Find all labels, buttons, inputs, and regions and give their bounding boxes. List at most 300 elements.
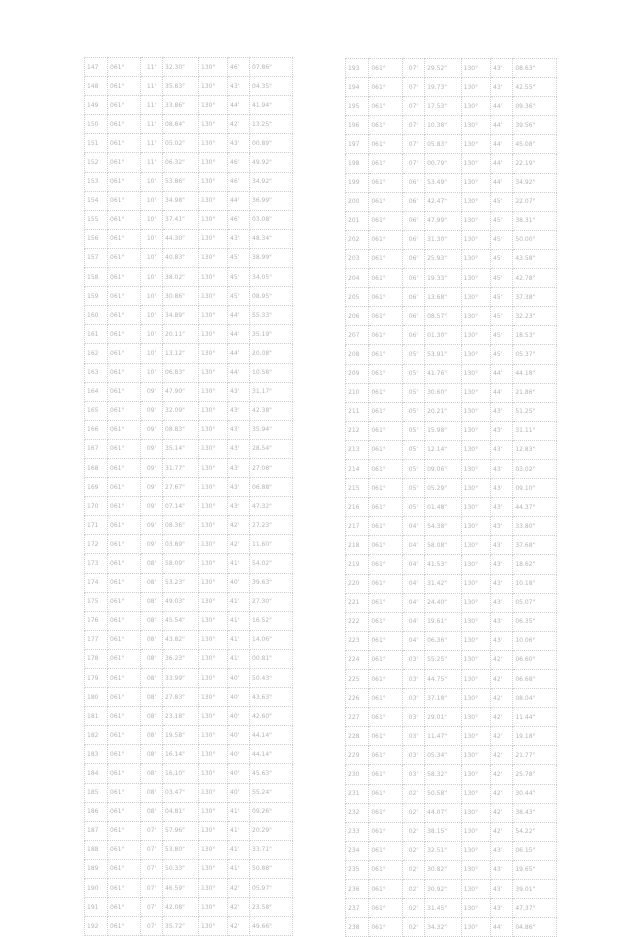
lat-minutes-cell: 42' xyxy=(491,689,513,708)
table-row xyxy=(346,326,557,345)
lat-minutes-cell: 44' xyxy=(228,363,250,382)
lon-seconds-cell: 37.41" xyxy=(163,210,199,229)
lat-seconds-cell: 07.86" xyxy=(250,58,293,77)
point-number-cell: 205 xyxy=(346,288,369,307)
table-row xyxy=(85,840,293,859)
table-row xyxy=(346,918,557,937)
lat-seconds-cell: 37.38" xyxy=(513,288,557,307)
lat-seconds-cell: 06.68" xyxy=(513,670,557,689)
lon-degrees-cell: 061° xyxy=(369,288,402,307)
lon-seconds-cell: 53.23" xyxy=(163,573,199,592)
lat-minutes-cell: 43' xyxy=(491,59,513,78)
lat-minutes-cell: 43' xyxy=(228,478,250,497)
lon-degrees-cell: 061° xyxy=(369,154,402,173)
lon-degrees-cell: 061° xyxy=(369,631,402,650)
point-number-cell: 172 xyxy=(85,535,108,554)
lon-degrees-cell: 061° xyxy=(369,230,402,249)
lon-degrees-cell: 061° xyxy=(108,77,141,96)
lat-seconds-cell: 37.68" xyxy=(513,536,557,555)
table-row xyxy=(346,670,557,689)
lat-degrees-cell: 130° xyxy=(461,211,490,230)
lon-minutes-cell: 04' xyxy=(402,517,424,536)
lon-degrees-cell: 061° xyxy=(369,555,402,574)
lat-minutes-cell: 43' xyxy=(228,458,250,477)
lat-degrees-cell: 130° xyxy=(199,172,228,191)
lon-minutes-cell: 11' xyxy=(141,115,163,134)
lat-seconds-cell: 42.78" xyxy=(513,269,557,288)
lon-minutes-cell: 08' xyxy=(141,783,163,802)
lon-seconds-cell: 42.08" xyxy=(163,898,199,917)
lat-seconds-cell: 19.18" xyxy=(513,727,557,746)
lon-degrees-cell: 061° xyxy=(369,402,402,421)
lat-seconds-cell: 31.11" xyxy=(513,421,557,440)
lon-seconds-cell: 05.34" xyxy=(425,746,462,765)
lon-seconds-cell: 16.10" xyxy=(163,764,199,783)
table-row xyxy=(346,288,557,307)
lon-seconds-cell: 44.75" xyxy=(425,670,462,689)
lat-degrees-cell: 130° xyxy=(199,96,228,115)
lon-minutes-cell: 02' xyxy=(402,860,424,879)
lon-seconds-cell: 53.49" xyxy=(425,173,462,192)
lat-seconds-cell: 22.07" xyxy=(513,192,557,211)
lon-minutes-cell: 04' xyxy=(402,612,424,631)
lon-seconds-cell: 16.14" xyxy=(163,745,199,764)
lon-seconds-cell: 49.03" xyxy=(163,592,199,611)
lon-seconds-cell: 25.93" xyxy=(425,249,462,268)
lat-seconds-cell: 44.37" xyxy=(513,498,557,517)
point-number-cell: 161 xyxy=(85,325,108,344)
lon-degrees-cell: 061° xyxy=(369,784,402,803)
lat-minutes-cell: 43' xyxy=(491,880,513,899)
point-number-cell: 187 xyxy=(85,821,108,840)
lon-degrees-cell: 061° xyxy=(108,688,141,707)
point-number-cell: 155 xyxy=(85,210,108,229)
lon-seconds-cell: 08.83" xyxy=(163,420,199,439)
table-row xyxy=(85,344,293,363)
lat-degrees-cell: 130° xyxy=(461,383,490,402)
lat-degrees-cell: 130° xyxy=(461,459,490,478)
lon-degrees-cell: 061° xyxy=(369,307,402,326)
lon-seconds-cell: 57.96" xyxy=(163,821,199,840)
lat-minutes-cell: 45' xyxy=(491,269,513,288)
table-row xyxy=(85,688,293,707)
lat-minutes-cell: 43' xyxy=(491,440,513,459)
table-row xyxy=(85,516,293,535)
point-number-cell: 186 xyxy=(85,802,108,821)
lat-degrees-cell: 130° xyxy=(461,192,490,211)
lat-seconds-cell: 42.60" xyxy=(250,707,293,726)
point-number-cell: 213 xyxy=(346,440,369,459)
lon-minutes-cell: 04' xyxy=(402,555,424,574)
lon-minutes-cell: 08' xyxy=(141,707,163,726)
lat-seconds-cell: 33.80" xyxy=(513,517,557,536)
lon-degrees-cell: 061° xyxy=(369,860,402,879)
table-row xyxy=(346,383,557,402)
lon-seconds-cell: 30.60" xyxy=(425,383,462,402)
lat-minutes-cell: 44' xyxy=(228,344,250,363)
lon-minutes-cell: 09' xyxy=(141,401,163,420)
table-row xyxy=(85,917,293,936)
lat-minutes-cell: 42' xyxy=(491,727,513,746)
lon-seconds-cell: 32.30" xyxy=(163,58,199,77)
lon-degrees-cell: 061° xyxy=(108,802,141,821)
point-number-cell: 192 xyxy=(85,917,108,936)
lon-minutes-cell: 02' xyxy=(402,841,424,860)
table-row xyxy=(346,345,557,364)
lat-seconds-cell: 18.53" xyxy=(513,326,557,345)
lat-minutes-cell: 45' xyxy=(491,288,513,307)
lat-seconds-cell: 35.94" xyxy=(250,420,293,439)
lon-degrees-cell: 061° xyxy=(369,841,402,860)
lon-minutes-cell: 02' xyxy=(402,899,424,918)
table-row xyxy=(346,612,557,631)
lat-minutes-cell: 42' xyxy=(228,115,250,134)
lat-degrees-cell: 130° xyxy=(461,116,490,135)
lat-degrees-cell: 130° xyxy=(199,401,228,420)
lat-degrees-cell: 130° xyxy=(199,439,228,458)
lon-degrees-cell: 061° xyxy=(369,269,402,288)
lat-degrees-cell: 130° xyxy=(461,135,490,154)
lat-minutes-cell: 42' xyxy=(228,535,250,554)
lon-seconds-cell: 34.98" xyxy=(163,191,199,210)
lon-minutes-cell: 08' xyxy=(141,554,163,573)
lat-degrees-cell: 130° xyxy=(461,574,490,593)
lon-seconds-cell: 41.53" xyxy=(425,555,462,574)
lat-seconds-cell: 06.88" xyxy=(250,478,293,497)
point-number-cell: 216 xyxy=(346,498,369,517)
lat-seconds-cell: 12.83" xyxy=(513,440,557,459)
table-row xyxy=(85,306,293,325)
lon-degrees-cell: 061° xyxy=(108,917,141,936)
lat-degrees-cell: 130° xyxy=(199,248,228,267)
lon-degrees-cell: 061° xyxy=(369,97,402,116)
lat-degrees-cell: 130° xyxy=(199,630,228,649)
lat-minutes-cell: 43' xyxy=(228,382,250,401)
lon-minutes-cell: 02' xyxy=(402,822,424,841)
lat-minutes-cell: 41' xyxy=(228,802,250,821)
lon-minutes-cell: 08' xyxy=(141,573,163,592)
table-row xyxy=(346,154,557,173)
lat-minutes-cell: 43' xyxy=(491,536,513,555)
lat-degrees-cell: 130° xyxy=(461,899,490,918)
table-row xyxy=(85,630,293,649)
table-row xyxy=(85,325,293,344)
lat-minutes-cell: 41' xyxy=(228,840,250,859)
lat-degrees-cell: 130° xyxy=(461,689,490,708)
table-row xyxy=(346,746,557,765)
lat-minutes-cell: 46' xyxy=(228,172,250,191)
lat-degrees-cell: 130° xyxy=(199,325,228,344)
lat-minutes-cell: 44' xyxy=(491,97,513,116)
lon-degrees-cell: 061° xyxy=(369,517,402,536)
lon-degrees-cell: 061° xyxy=(108,344,141,363)
point-number-cell: 217 xyxy=(346,517,369,536)
table-row xyxy=(346,574,557,593)
lat-degrees-cell: 130° xyxy=(461,421,490,440)
lat-minutes-cell: 46' xyxy=(228,58,250,77)
lon-seconds-cell: 31.42" xyxy=(425,574,462,593)
lon-degrees-cell: 061° xyxy=(108,229,141,248)
lon-seconds-cell: 35.72" xyxy=(163,917,199,936)
lat-seconds-cell: 45.63" xyxy=(250,764,293,783)
lon-minutes-cell: 07' xyxy=(402,78,424,97)
lat-seconds-cell: 04.86" xyxy=(513,918,557,937)
lon-seconds-cell: 10.38" xyxy=(425,116,462,135)
lon-minutes-cell: 08' xyxy=(141,592,163,611)
lon-seconds-cell: 01.48" xyxy=(425,498,462,517)
lat-degrees-cell: 130° xyxy=(199,420,228,439)
lon-seconds-cell: 35.83" xyxy=(163,77,199,96)
lat-seconds-cell: 38.99" xyxy=(250,248,293,267)
point-number-cell: 228 xyxy=(346,727,369,746)
point-number-cell: 233 xyxy=(346,822,369,841)
table-row xyxy=(346,536,557,555)
lat-degrees-cell: 130° xyxy=(199,783,228,802)
lon-seconds-cell: 32.51" xyxy=(425,841,462,860)
lon-seconds-cell: 08.36" xyxy=(163,516,199,535)
lat-seconds-cell: 45.08" xyxy=(513,135,557,154)
lat-seconds-cell: 06.15" xyxy=(513,841,557,860)
table-row xyxy=(346,269,557,288)
lat-seconds-cell: 34.92" xyxy=(250,172,293,191)
lon-seconds-cell: 53.91" xyxy=(425,345,462,364)
table-row xyxy=(346,860,557,879)
lat-minutes-cell: 45' xyxy=(491,230,513,249)
lat-seconds-cell: 43.58" xyxy=(513,249,557,268)
point-number-cell: 150 xyxy=(85,115,108,134)
lat-degrees-cell: 130° xyxy=(461,402,490,421)
lon-seconds-cell: 29.52" xyxy=(425,59,462,78)
lat-seconds-cell: 41.94" xyxy=(250,96,293,115)
point-number-cell: 166 xyxy=(85,420,108,439)
lat-seconds-cell: 03.08" xyxy=(250,210,293,229)
lat-degrees-cell: 130° xyxy=(199,611,228,630)
point-number-cell: 153 xyxy=(85,172,108,191)
table-row xyxy=(346,116,557,135)
point-number-cell: 220 xyxy=(346,574,369,593)
lat-minutes-cell: 42' xyxy=(228,879,250,898)
point-number-cell: 160 xyxy=(85,306,108,325)
lat-degrees-cell: 130° xyxy=(461,269,490,288)
point-number-cell: 175 xyxy=(85,592,108,611)
point-number-cell: 189 xyxy=(85,859,108,878)
table-row xyxy=(85,439,293,458)
lon-minutes-cell: 03' xyxy=(402,670,424,689)
lat-degrees-cell: 130° xyxy=(461,918,490,937)
lat-degrees-cell: 130° xyxy=(199,859,228,878)
lon-seconds-cell: 06.83" xyxy=(163,363,199,382)
lat-minutes-cell: 43' xyxy=(491,402,513,421)
table-row xyxy=(346,364,557,383)
lon-degrees-cell: 061° xyxy=(369,59,402,78)
lat-minutes-cell: 45' xyxy=(491,211,513,230)
lat-seconds-cell: 48.34" xyxy=(250,229,293,248)
point-number-cell: 151 xyxy=(85,134,108,153)
table-row xyxy=(346,841,557,860)
lat-seconds-cell: 05.97" xyxy=(250,879,293,898)
lon-minutes-cell: 03' xyxy=(402,765,424,784)
lon-seconds-cell: 31.77" xyxy=(163,458,199,477)
lat-seconds-cell: 03.02" xyxy=(513,459,557,478)
point-number-cell: 199 xyxy=(346,173,369,192)
lat-degrees-cell: 130° xyxy=(461,326,490,345)
lon-seconds-cell: 29.01" xyxy=(425,708,462,727)
point-number-cell: 211 xyxy=(346,402,369,421)
table-row xyxy=(346,880,557,899)
lon-minutes-cell: 09' xyxy=(141,420,163,439)
lat-minutes-cell: 43' xyxy=(228,77,250,96)
lon-seconds-cell: 01.30" xyxy=(425,326,462,345)
table-row xyxy=(85,363,293,382)
lat-degrees-cell: 130° xyxy=(461,612,490,631)
lon-minutes-cell: 11' xyxy=(141,153,163,172)
lon-seconds-cell: 05.02" xyxy=(163,134,199,153)
lon-seconds-cell: 35.14" xyxy=(163,439,199,458)
lon-seconds-cell: 23.18" xyxy=(163,707,199,726)
lat-minutes-cell: 43' xyxy=(491,631,513,650)
lat-degrees-cell: 130° xyxy=(199,898,228,917)
lat-minutes-cell: 41' xyxy=(228,611,250,630)
lat-minutes-cell: 43' xyxy=(228,134,250,153)
point-number-cell: 237 xyxy=(346,899,369,918)
lat-seconds-cell: 49.66" xyxy=(250,917,293,936)
lon-seconds-cell: 42.47" xyxy=(425,192,462,211)
lon-degrees-cell: 061° xyxy=(369,650,402,669)
point-number-cell: 158 xyxy=(85,268,108,287)
point-number-cell: 191 xyxy=(85,898,108,917)
lat-seconds-cell: 55.24" xyxy=(250,783,293,802)
lon-degrees-cell: 061° xyxy=(369,479,402,498)
point-number-cell: 181 xyxy=(85,707,108,726)
point-number-cell: 218 xyxy=(346,536,369,555)
lon-minutes-cell: 06' xyxy=(402,249,424,268)
lon-seconds-cell: 58.09" xyxy=(163,554,199,573)
lon-degrees-cell: 061° xyxy=(369,899,402,918)
lat-degrees-cell: 130° xyxy=(199,478,228,497)
lat-minutes-cell: 41' xyxy=(228,592,250,611)
lat-degrees-cell: 130° xyxy=(199,669,228,688)
lon-minutes-cell: 05' xyxy=(402,364,424,383)
lon-minutes-cell: 08' xyxy=(141,611,163,630)
lon-seconds-cell: 05.29" xyxy=(425,479,462,498)
lon-seconds-cell: 17.53" xyxy=(425,97,462,116)
lat-minutes-cell: 45' xyxy=(228,287,250,306)
lon-seconds-cell: 31.30" xyxy=(425,230,462,249)
lon-minutes-cell: 06' xyxy=(402,288,424,307)
lat-degrees-cell: 130° xyxy=(199,268,228,287)
lon-minutes-cell: 06' xyxy=(402,269,424,288)
lat-minutes-cell: 43' xyxy=(491,498,513,517)
lat-degrees-cell: 130° xyxy=(461,249,490,268)
point-number-cell: 208 xyxy=(346,345,369,364)
lon-minutes-cell: 05' xyxy=(402,479,424,498)
lat-seconds-cell: 20.29" xyxy=(250,821,293,840)
lat-minutes-cell: 46' xyxy=(228,153,250,172)
lon-minutes-cell: 03' xyxy=(402,746,424,765)
lon-degrees-cell: 061° xyxy=(369,78,402,97)
lon-seconds-cell: 30.86" xyxy=(163,287,199,306)
point-number-cell: 147 xyxy=(85,58,108,77)
lon-degrees-cell: 061° xyxy=(108,898,141,917)
lon-degrees-cell: 061° xyxy=(108,325,141,344)
lat-seconds-cell: 54.02" xyxy=(250,554,293,573)
point-number-cell: 167 xyxy=(85,439,108,458)
lat-seconds-cell: 08.95" xyxy=(250,287,293,306)
lat-seconds-cell: 08.04" xyxy=(513,689,557,708)
lon-minutes-cell: 03' xyxy=(402,727,424,746)
lon-minutes-cell: 02' xyxy=(402,918,424,937)
table-row xyxy=(346,822,557,841)
point-number-cell: 224 xyxy=(346,650,369,669)
lon-degrees-cell: 061° xyxy=(108,382,141,401)
lon-degrees-cell: 061° xyxy=(108,840,141,859)
lon-seconds-cell: 50.33" xyxy=(163,859,199,878)
table-row xyxy=(85,58,293,77)
lon-degrees-cell: 061° xyxy=(108,248,141,267)
lon-degrees-cell: 061° xyxy=(369,574,402,593)
lon-degrees-cell: 061° xyxy=(108,191,141,210)
lon-minutes-cell: 10' xyxy=(141,306,163,325)
lat-seconds-cell: 50.88" xyxy=(250,859,293,878)
lon-minutes-cell: 10' xyxy=(141,191,163,210)
lat-minutes-cell: 43' xyxy=(228,401,250,420)
lat-degrees-cell: 130° xyxy=(199,458,228,477)
lat-minutes-cell: 45' xyxy=(491,249,513,268)
lat-degrees-cell: 130° xyxy=(461,746,490,765)
lat-degrees-cell: 130° xyxy=(199,535,228,554)
lat-degrees-cell: 130° xyxy=(461,59,490,78)
point-number-cell: 197 xyxy=(346,135,369,154)
point-number-cell: 190 xyxy=(85,879,108,898)
lon-seconds-cell: 15.98" xyxy=(425,421,462,440)
lat-seconds-cell: 14.06" xyxy=(250,630,293,649)
lon-minutes-cell: 09' xyxy=(141,478,163,497)
lat-seconds-cell: 09.10" xyxy=(513,479,557,498)
point-number-cell: 230 xyxy=(346,765,369,784)
lon-minutes-cell: 07' xyxy=(402,116,424,135)
point-number-cell: 222 xyxy=(346,612,369,631)
lat-seconds-cell: 23.58" xyxy=(250,898,293,917)
point-number-cell: 194 xyxy=(346,78,369,97)
lat-degrees-cell: 130° xyxy=(461,708,490,727)
table-row xyxy=(85,802,293,821)
point-number-cell: 163 xyxy=(85,363,108,382)
lon-minutes-cell: 05' xyxy=(402,498,424,517)
lon-minutes-cell: 09' xyxy=(141,439,163,458)
table-row xyxy=(346,479,557,498)
lat-minutes-cell: 43' xyxy=(491,459,513,478)
lat-seconds-cell: 06.35" xyxy=(513,612,557,631)
point-number-cell: 162 xyxy=(85,344,108,363)
lat-seconds-cell: 44.18" xyxy=(513,364,557,383)
lon-seconds-cell: 58.32" xyxy=(425,765,462,784)
table-row xyxy=(85,649,293,668)
lon-minutes-cell: 10' xyxy=(141,248,163,267)
lon-minutes-cell: 03' xyxy=(402,689,424,708)
lon-degrees-cell: 061° xyxy=(108,420,141,439)
point-number-cell: 223 xyxy=(346,631,369,650)
lat-degrees-cell: 130° xyxy=(199,382,228,401)
lon-seconds-cell: 20.11" xyxy=(163,325,199,344)
lat-degrees-cell: 130° xyxy=(199,917,228,936)
lat-seconds-cell: 27.23" xyxy=(250,516,293,535)
lon-degrees-cell: 061° xyxy=(108,115,141,134)
point-number-cell: 226 xyxy=(346,689,369,708)
lat-seconds-cell: 00.81" xyxy=(250,649,293,668)
table-row xyxy=(346,459,557,478)
lat-degrees-cell: 130° xyxy=(199,77,228,96)
table-row xyxy=(85,172,293,191)
